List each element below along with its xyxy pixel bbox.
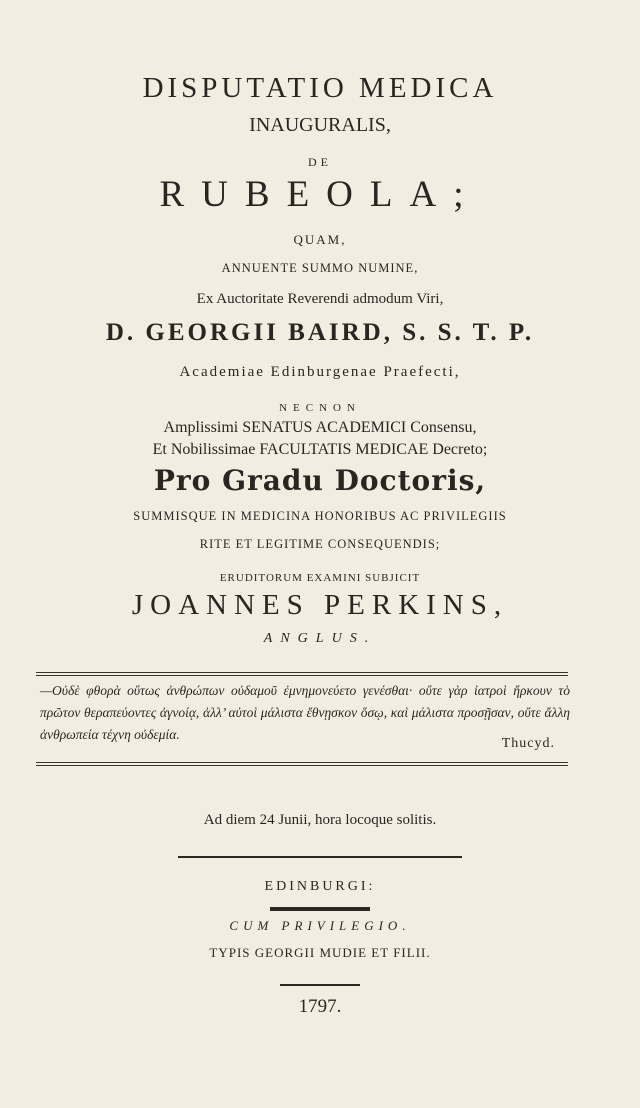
necnon-line: NECNON — [279, 402, 361, 414]
title-disputatio: DISPUTATIO MEDICA — [142, 72, 498, 104]
rite-line: RITE ET LEGITIME CONSEQUENDIS; — [199, 537, 441, 551]
imprint-city: EDINBURGI: — [264, 879, 376, 894]
senatus-line: Amplissimi SENATUS ACADEMICI Consensu, — [163, 419, 477, 436]
auctoritate-line: Ex Auctoritate Reverendi admodum Viri, — [196, 291, 444, 307]
divider-top — [36, 672, 568, 676]
imprint-printer: TYPIS GEORGII MUDIE ET FILII. — [209, 945, 431, 960]
title-de: DE — [308, 155, 332, 169]
title-inauguralis: INAUGURALIS, — [249, 114, 391, 136]
divider-short — [178, 856, 462, 858]
imprint-year: 1797. — [298, 996, 342, 1017]
greek-epigraph: —Οὐδὲ φθορὰ οὕτως ἀνθρώπων οὐδαμοῦ ἐμνημονεύετο γενέσθαι· οὔτε γὰρ ἰατροὶ ἤρκουν τὸ πρῶτον θεραπεύοντες ἀγνοίᾳ, ἀλλ’ αὐτοὶ μάλιστα ἔθνῃσκον ὅσῳ, καὶ μάλιστα προσῇσαν, οὔτε ἄλλη ἀνθρωπεία τέχνη οὐδεμία. — [40, 683, 570, 742]
academia-line: Academiae Edinburgenae Praefecti, — [179, 364, 461, 380]
facultas-line: Et Nobilissimae FACULTATIS MEDICAE Decreto; — [152, 441, 488, 458]
title-quam: QUAM, — [293, 232, 347, 247]
summis-line: SUMMISQUE IN MEDICINA HONORIBUS AC PRIVILEGIIS — [133, 509, 507, 523]
date-line: Ad diem 24 Junii, hora locoque solitis. — [203, 812, 437, 828]
epigraph-attribution: Thucyd. — [501, 736, 555, 751]
imprint-privilege: CUM PRIVILEGIO. — [229, 918, 411, 933]
gradu-heading: Pro Gradu Doctoris, — [153, 464, 487, 497]
author-name: JOANNES PERKINS, — [131, 589, 509, 621]
divider-bottom — [36, 762, 568, 766]
rector-name: D. GEORGII BAIRD, S. S. T. P. — [105, 319, 535, 346]
eruditorum-line: ERUDITORUM EXAMINI SUBJICIT — [219, 572, 421, 584]
ornament-rule — [270, 907, 370, 911]
divider-imprint — [280, 984, 360, 986]
author-nation: ANGLUS. — [263, 631, 377, 646]
title-rubeola: RUBEOLA; — [159, 174, 481, 215]
annuente-line: ANNUENTE SUMMO NUMINE, — [221, 261, 419, 275]
